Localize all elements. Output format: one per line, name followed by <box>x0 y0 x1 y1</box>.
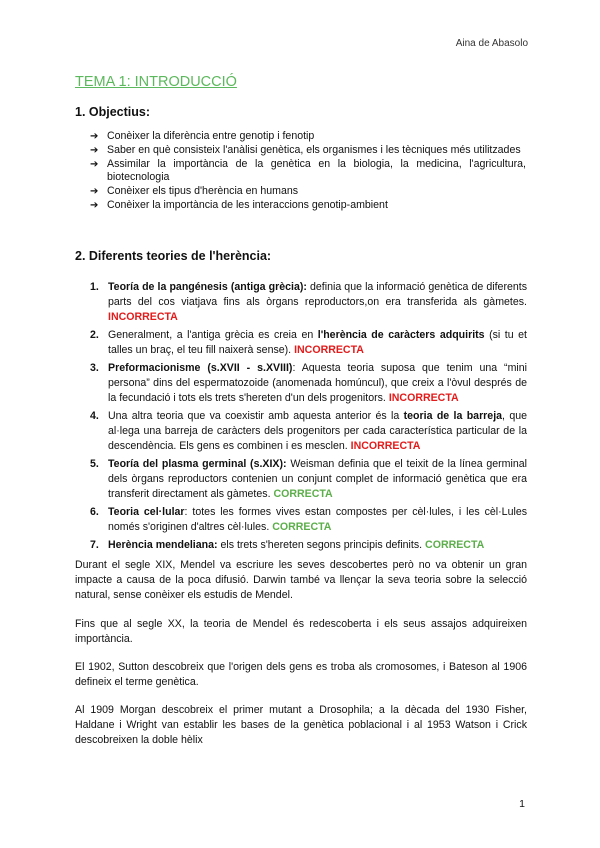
list-item: ➔ Conèixer la importància de les interaccions genotip-ambient <box>90 199 388 211</box>
section-heading-objectius: 1. Objectius: <box>75 105 151 119</box>
section-heading-teories: 2. Diferents teories de l'herència: <box>75 249 272 263</box>
list-item: ➔ Assimilar la importància de la genètica en la biologia, la medicina, l'agricultura, biotecnologia <box>90 158 526 183</box>
verdict-badge: CORRECTA <box>273 488 333 500</box>
theory-item: 4. Una altra teoria que va coexistir amb aquesta anterior és la teoria de la barreja, que al·lega una barreja de caràcters dels progenitors per cada característica particular de la descendència. Els gens es combinen i es mesclen. INCORRECTA <box>90 410 528 452</box>
body-paragraph: Al 1909 Morgan descobreix el primer mutant a Drosophila; a la dècada del 1930 Fisher, Haldane i Wright van establir les bases de la genètica poblacional i al 1953 Watson i Crick descobreixen la doble hèlix <box>75 704 527 746</box>
list-item: ➔ Saber en què consisteix l'anàlisi genètica, els organismes i les tècniques més utilitzades <box>90 144 521 156</box>
body-paragraph: Durant el segle XIX, Mendel va escriure les seves descobertes però no va obtenir un gran impacte a causa de la poca difusió. Darwin també va llençar la seva teoria sobre la selecció natural, sense conèixer els estudis de Mendel. <box>75 559 527 601</box>
list-item: ➔ Conèixer la diferència entre genotip i fenotip <box>90 130 315 142</box>
arrow-bullet-icon: ➔ <box>90 131 99 142</box>
theories-list <box>90 280 527 556</box>
page-number: 1 <box>519 798 525 810</box>
verdict-badge: INCORRECTA <box>294 344 364 356</box>
verdict-badge: INCORRECTA <box>350 440 421 452</box>
theory-name: Teoria cel·lular <box>108 506 185 518</box>
verdict-badge: INCORRECTA <box>108 311 178 323</box>
arrow-bullet-icon: ➔ <box>90 145 99 156</box>
theory-item: 2. Generalment, a l'antiga grècia es creia en l'herència de caràcters adquirits (si tu et talles un braç, el teu fill naixerà sense). INCORRECTA <box>90 329 527 356</box>
theory-name: teoria de la barreja <box>403 410 503 422</box>
theory-item: 5. Teoría del plasma germinal (s.XIX): Weisman definia que el teixit de la línea germinal dels òrgans reproductors contenien un conjunt complet de informació genètica que era transferit directament als gàmetes. CORRECTA <box>90 458 527 500</box>
header-author: Aina de Abasolo <box>455 38 528 49</box>
theory-item: 1. Teoría de la pangénesis (antiga grècia): definia que la informació genètica de diferents parts del cos viatjava fins als òrgans reproductors,on era transferida als gàmetes. INCORRECTA <box>90 281 527 323</box>
page-title: TEMA 1: INTRODUCCIÓ <box>75 74 237 90</box>
theory-name: Preformacionisme (s.XVII - s.XVIII) <box>108 362 293 374</box>
theory-name: Teoría de la pangénesis (antiga grècia): <box>108 281 307 293</box>
verdict-badge: CORRECTA <box>425 539 485 551</box>
theory-name: l'herència de caràcters adquirits <box>317 329 485 341</box>
verdict-badge: INCORRECTA <box>388 392 459 404</box>
arrow-bullet-icon: ➔ <box>90 186 99 197</box>
arrow-bullet-icon: ➔ <box>90 200 99 211</box>
list-item: ➔ Conèixer els tipus d'herència en humans <box>90 185 299 197</box>
theory-item: 3. Preformacionisme (s.XVII - s.XVIII): Aquesta teoria suposa que tenim una “mini persona” dins del espermatozoide (anomenada homúncul), que creix a l'òvul després de la fecundació i tots els trets s'hereten d'un dels progenitors. INCORRECTA <box>90 362 527 404</box>
objectives-list <box>90 130 526 213</box>
theory-name: Teoría del plasma germinal (s.XIX): <box>108 458 287 470</box>
theory-name: Herència mendeliana: <box>108 539 218 551</box>
theory-item: 7. Herència mendeliana: els trets s'hereten segons principis definits. CORRECTA <box>90 539 485 551</box>
body-paragraph: Fins que al segle XX, la teoria de Mendel és redescoberta i els seus assajos adquireixen importància. <box>75 618 527 645</box>
body-paragraph: El 1902, Sutton descobreix que l'origen dels gens es troba als cromosomes, i Bateson al 1906 defineix el terme genètica. <box>75 661 527 688</box>
verdict-badge: CORRECTA <box>272 521 332 533</box>
arrow-bullet-icon: ➔ <box>90 159 99 170</box>
theory-item: 6. Teoria cel·lular: totes les formes vives estan compostes per cèl·lules, i les cèl·Lules només s'originen d'altres cèl·lules. CORRECTA <box>90 506 528 533</box>
